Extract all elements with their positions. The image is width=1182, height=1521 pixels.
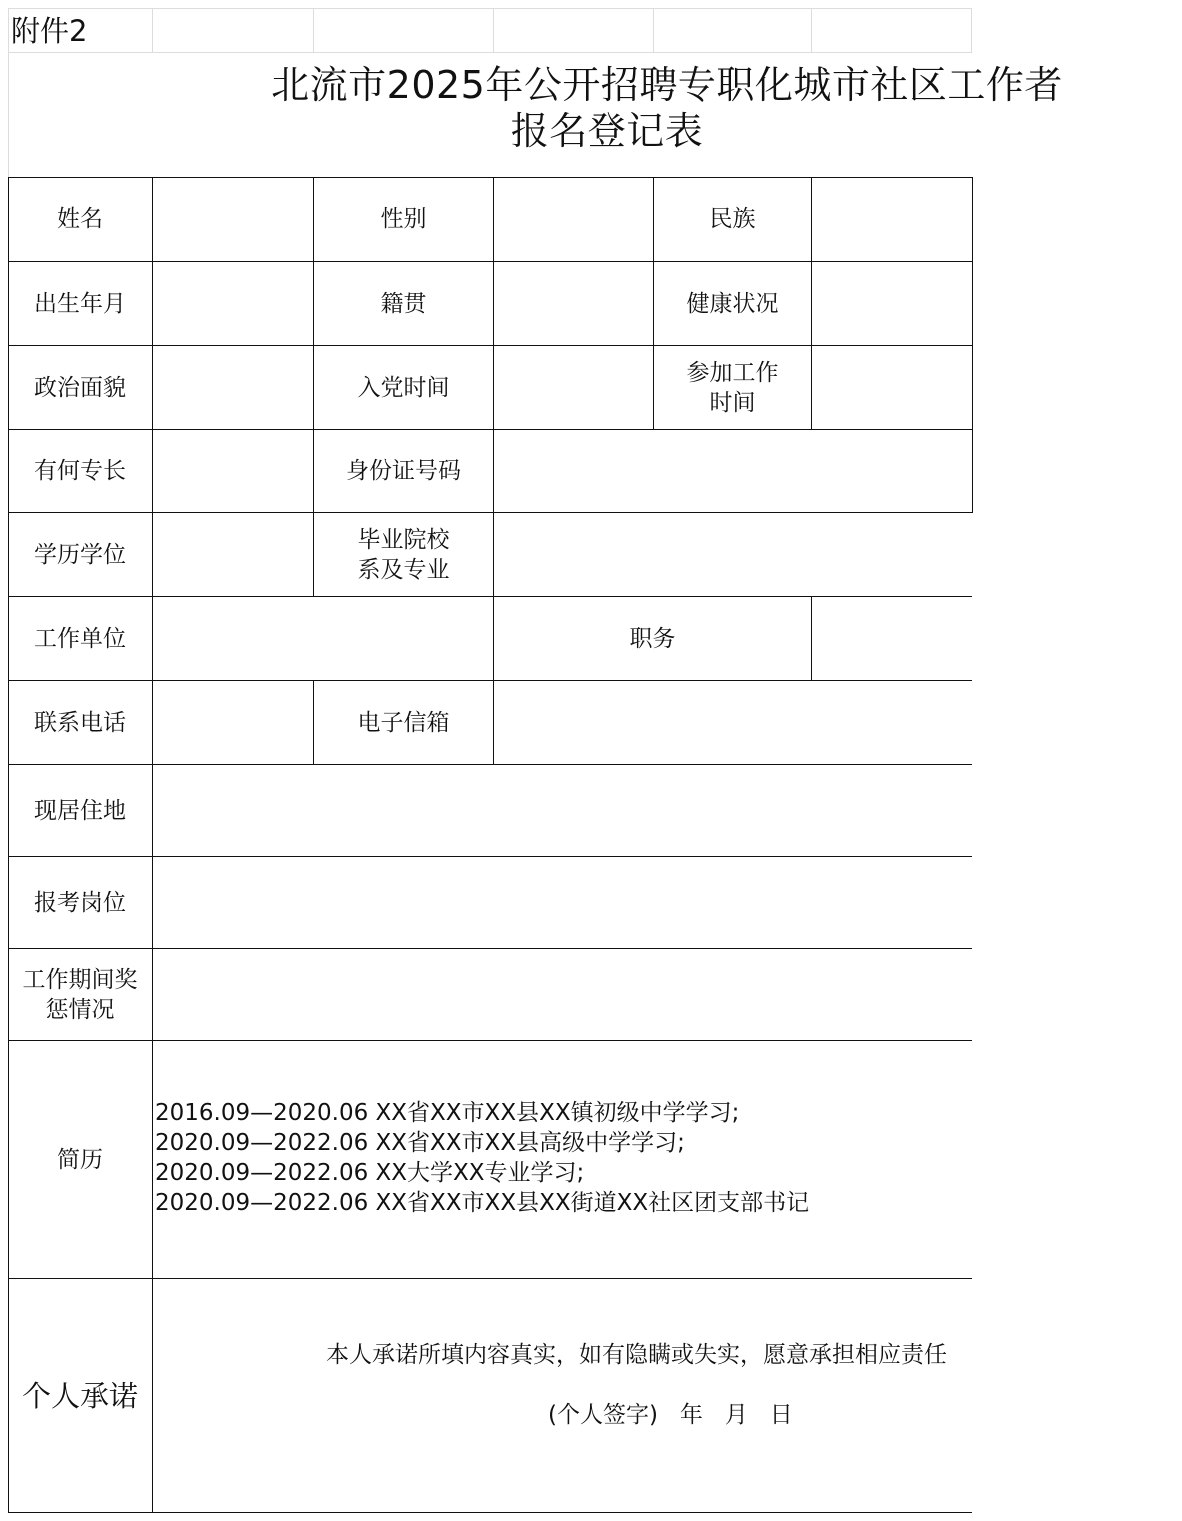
resume-entries (155, 1098, 809, 1218)
employer-input-cell[interactable] (153, 597, 494, 681)
work-start-label-line-2: 时间 (709, 389, 756, 416)
employer-label-cell (8, 597, 153, 681)
address-input-cell[interactable] (153, 765, 972, 857)
specialty-label: 有何专长 (34, 458, 126, 484)
native-place-input-cell[interactable] (494, 262, 654, 346)
position-label-cell (494, 597, 812, 681)
awards-label-line-2: 惩情况 (45, 996, 115, 1023)
ethnicity-label-cell (654, 177, 812, 262)
gender-label-cell (314, 177, 494, 262)
applied-post-label-cell (8, 857, 153, 949)
health-label-cell (654, 262, 812, 346)
education-label: 学历学位 (34, 541, 126, 568)
political-label-cell (8, 346, 153, 430)
pledge-input-cell[interactable] (153, 1279, 972, 1513)
title-line-2: 报名登记表 (510, 109, 704, 153)
resume-entry: 2016.09—2020.06 XX省XX市XX县XX镇初级中学学习; (155, 1100, 740, 1126)
awards-label-cell (8, 949, 153, 1041)
attachment-label: 附件2 (11, 14, 88, 48)
name-input-cell[interactable] (153, 177, 314, 262)
email-label: 电子信箱 (357, 709, 450, 736)
awards-input-cell[interactable] (153, 949, 972, 1041)
ethnicity-label: 民族 (709, 206, 756, 232)
position-input-cell[interactable] (812, 597, 972, 681)
school-input-cell[interactable] (494, 513, 972, 597)
party-join-input-cell[interactable] (494, 346, 654, 430)
gender-label: 性别 (380, 206, 427, 232)
work-start-input-cell[interactable] (812, 346, 973, 430)
applied-post-label: 报考岗位 (34, 889, 126, 916)
form-title (0, 0, 1063, 175)
phone-label-cell (8, 681, 153, 765)
email-label-cell (314, 681, 494, 765)
political-label: 政治面貌 (34, 374, 126, 401)
resume-entry: 2020.09—2022.06 XX省XX市XX县XX街道XX社区团支部书记 (155, 1190, 810, 1216)
name-label-cell (8, 177, 153, 262)
gender-input-cell[interactable] (494, 177, 654, 262)
title-line-1: 北流市2025年公开招聘专职化城市社区工作者 (271, 63, 1063, 107)
work-start-label-cell (654, 346, 812, 430)
health-input-cell[interactable] (812, 262, 973, 346)
native-place-label-cell (314, 262, 494, 346)
phone-input-cell[interactable] (153, 681, 314, 765)
education-input-cell[interactable] (153, 513, 314, 597)
specialty-label-cell (8, 430, 153, 513)
school-label-line-1: 毕业院校 (357, 526, 450, 553)
specialty-input-cell[interactable] (153, 430, 314, 513)
political-input-cell[interactable] (153, 346, 314, 430)
pledge-label: 个人承诺 (21, 1378, 138, 1413)
address-label: 现居住地 (34, 797, 126, 824)
native-place-label: 籍贯 (380, 290, 427, 317)
health-label: 健康状况 (686, 290, 779, 317)
applied-post-input-cell[interactable] (153, 857, 972, 949)
id-input-cell[interactable] (494, 430, 973, 513)
work-start-label-line-1: 参加工作 (686, 359, 779, 386)
email-input-cell[interactable] (494, 681, 972, 765)
education-label-cell (8, 513, 153, 597)
position-label: 职务 (629, 625, 676, 652)
awards-label-line-1: 工作期间奖 (22, 966, 138, 993)
employer-label: 工作单位 (34, 625, 126, 652)
resume-label-cell (8, 1041, 153, 1279)
id-label: 身份证号码 (346, 458, 461, 484)
party-join-label-cell (314, 346, 494, 430)
party-join-label: 入党时间 (357, 374, 450, 401)
pledge-label-cell (8, 1279, 153, 1513)
school-label-line-2: 系及专业 (357, 556, 450, 583)
address-label-cell (8, 765, 153, 857)
resume-entry: 2020.09—2022.06 XX省XX市XX县高级中学学习; (155, 1130, 685, 1156)
phone-label: 联系电话 (34, 709, 126, 736)
pledge-signature-line: (个人签字) 年 月 日 (548, 1402, 793, 1428)
name-label: 姓名 (57, 206, 103, 232)
resume-label: 简历 (57, 1146, 103, 1173)
id-label-cell (314, 430, 494, 513)
ethnicity-input-cell[interactable] (812, 177, 973, 262)
birth-label: 出生年月 (34, 290, 126, 317)
resume-entry: 2020.09—2022.06 XX大学XX专业学习; (155, 1160, 585, 1186)
school-label-cell (314, 513, 494, 597)
birth-input-cell[interactable] (153, 262, 314, 346)
birth-label-cell (8, 262, 153, 346)
pledge-statement: 本人承诺所填内容真实，如有隐瞒或失实，愿意承担相应责任 (326, 1342, 947, 1368)
